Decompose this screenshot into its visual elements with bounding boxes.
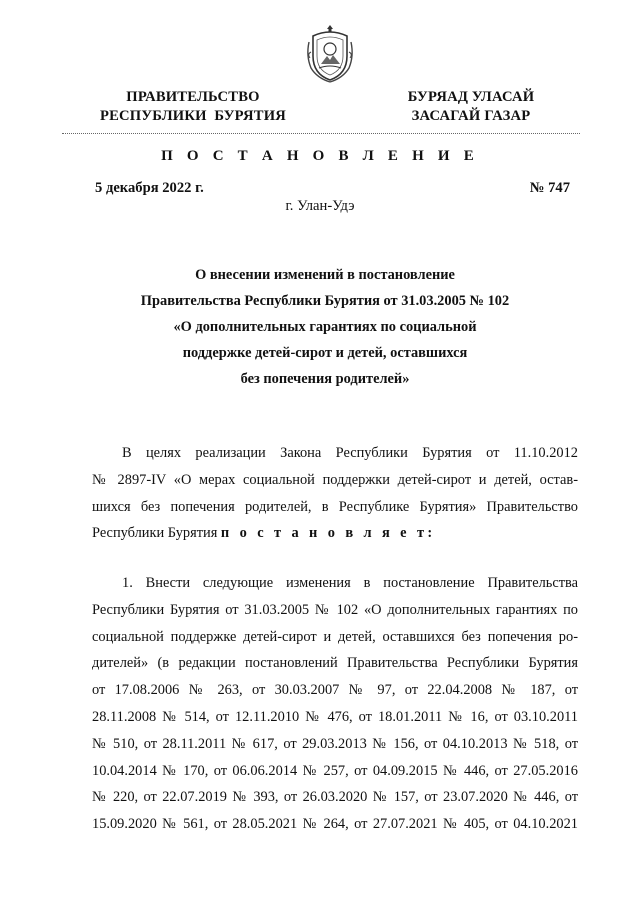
header-divider <box>62 133 580 134</box>
org-ru-line2: РЕСПУБЛИКИ БУРЯТИЯ <box>100 108 286 124</box>
preamble-last-prefix: Республики Бурятия <box>92 525 221 542</box>
document-date: 5 декабря 2022 г. <box>95 180 204 196</box>
org-bua-line1: БУРЯАД УЛАСАЙ <box>407 89 535 105</box>
coat-of-arms-emblem <box>303 22 357 84</box>
item1-line: дителей» (в редакции постановлений Правительства Республики Бурятия <box>92 655 578 672</box>
item1-line: социальной поддержке детей-сирот и детей, оставшихся без попечения ро- <box>92 628 578 645</box>
document-city: г. Улан-Удэ <box>285 198 355 214</box>
item-1-paragraph <box>92 570 578 838</box>
government-name-russian <box>88 88 298 126</box>
government-name-buryat <box>388 88 554 126</box>
title-line: Правительства Республики Бурятия от 31.03.2005 № 102 <box>140 293 510 309</box>
preamble-line: В целях реализации Закона Республики Бурятия от 11.10.2012 <box>122 445 578 461</box>
document-title <box>60 262 590 392</box>
org-bua-line2: ЗАСАГАЙ ГАЗАР <box>411 108 531 124</box>
item1-line: 1. Внести следующие изменения в постановление Правительства <box>122 575 578 591</box>
item1-line: 10.04.2014 № 170, от 06.06.2014 № 257, от 04.09.2015 № 446, от 27.05.2016 <box>92 762 578 779</box>
preamble-paragraph <box>92 440 578 547</box>
title-line: О внесении изменений в постановление <box>195 267 455 283</box>
preamble-line: шихся без попечения родителей, в Республике Бурятия» Правительство <box>92 498 578 515</box>
title-line: «О дополнительных гарантиях по социальной <box>173 319 477 335</box>
preamble-line: № 2897-IV «О мерах социальной поддержки детей-сирот и детей, остав- <box>92 471 578 488</box>
title-line: поддержке детей-сирот и детей, оставшихся <box>182 345 468 361</box>
item1-line: Республики Бурятия от 31.03.2005 № 102 «О дополнительных гарантиях по <box>92 601 578 618</box>
decree-word: п о с т а н о в л я е т: <box>220 525 436 542</box>
item1-line: 15.09.2020 № 561, от 28.05.2021 № 264, от 27.07.2021 № 405, от 04.10.2021 <box>92 816 578 833</box>
org-ru-line1: ПРАВИТЕЛЬСТВО <box>126 89 260 105</box>
title-line: без попечения родителей» <box>240 371 410 387</box>
preamble-last-line <box>92 520 578 547</box>
document-type: П О С Т А Н О В Л Е Н И Е <box>161 148 479 164</box>
item1-line: 28.11.2008 № 514, от 12.11.2010 № 476, от 18.01.2011 № 16, от 03.10.2011 <box>92 708 578 725</box>
document-number: № 747 <box>529 180 570 196</box>
item1-line: от 17.08.2006 № 263, от 30.03.2007 № 97, от 22.04.2008 № 187, от <box>92 682 578 699</box>
item1-line: № 510, от 28.11.2011 № 617, от 29.03.2013 № 156, от 04.10.2013 № 518, от <box>92 735 578 752</box>
item1-line: № 220, от 22.07.2019 № 393, от 26.03.2020 № 157, от 23.07.2020 № 446, от <box>92 789 578 806</box>
